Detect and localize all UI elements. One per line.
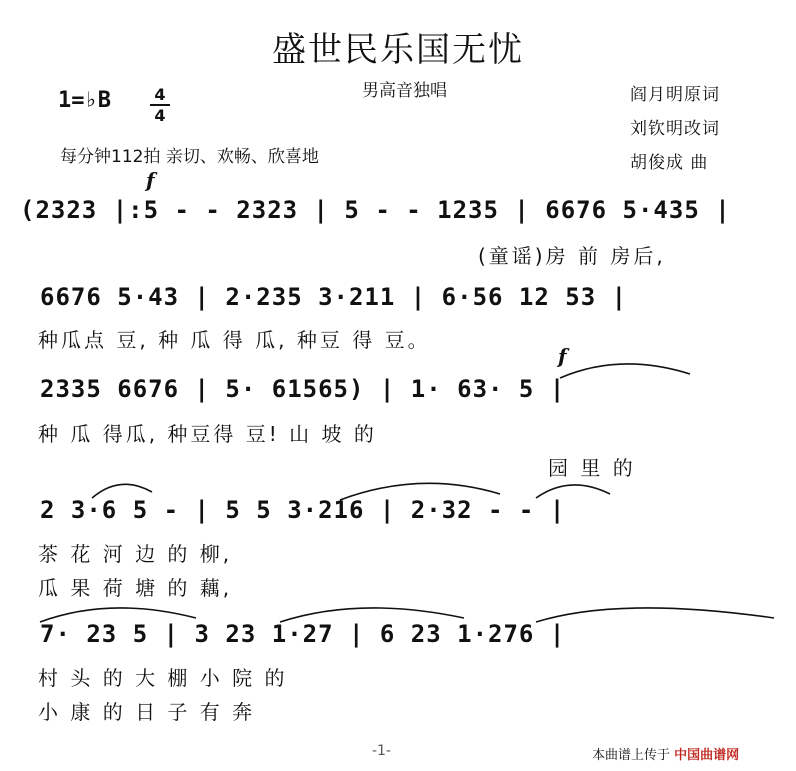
notation-line-4: 2 3·6 5 - | 5 5 3·216 | 2·32 - - | (40, 496, 566, 524)
lyric-line-2: 种瓜点 豆, 种 瓜 得 瓜, 种豆 得 豆。 (38, 328, 431, 352)
subtitle: 男高音独唱 (362, 81, 447, 101)
song-title: 盛世民乐国无忧 (272, 30, 524, 70)
lyric-adapter-credit: 刘钦明改词 (630, 119, 720, 139)
notation-line-2: 6676 5·43 | 2·235 3·211 | 6·56 12 53 | (40, 283, 628, 311)
notation-line-1: (2323 |:5 - - 2323 | 5 - - 1235 | 6676 5·435 | (20, 196, 731, 224)
lyric-line-5: 村 头 的 大 棚 小 院 的 (38, 666, 288, 690)
lyric-line-3: 种 瓜 得瓜, 种豆得 豆! 山 坡 的 (38, 422, 377, 446)
time-signature-top: 4 (154, 85, 166, 104)
dynamic-mark: f (558, 344, 567, 368)
composer-credit: 胡俊成 曲 (630, 153, 709, 173)
key-signature: 1=♭B (58, 88, 111, 113)
lyric-line-5b: 小 康 的 日 子 有 奔 (38, 700, 256, 724)
footer-credit (592, 744, 739, 763)
lyric-line-4b: 瓜 果 荷 塘 的 藕, (38, 576, 233, 600)
footer-text: 本曲谱上传于 (592, 748, 671, 763)
page-number: -1- (372, 743, 392, 759)
lyricist-credit: 阎月明原词 (630, 85, 720, 105)
notation-line-3: 2335 6676 | 5· 61565) | 1· 63· 5 | (40, 375, 566, 403)
lyric-line-3b: 园 里 的 (548, 456, 636, 480)
notation-line-5: 7· 23 5 | 3 23 1·27 | 6 23 1·276 | (40, 620, 566, 648)
dynamic-mark: f (146, 168, 155, 192)
lyric-line-4: 茶 花 河 边 的 柳, (38, 542, 233, 566)
lyric-line-1: (童谣)房 前 房后, (478, 244, 666, 268)
tempo-marking: 每分钟112拍 亲切、欢畅、欣喜地 (60, 147, 319, 167)
time-signature-bottom: 4 (154, 106, 166, 125)
site-brand: 中国曲谱网 (674, 748, 740, 763)
